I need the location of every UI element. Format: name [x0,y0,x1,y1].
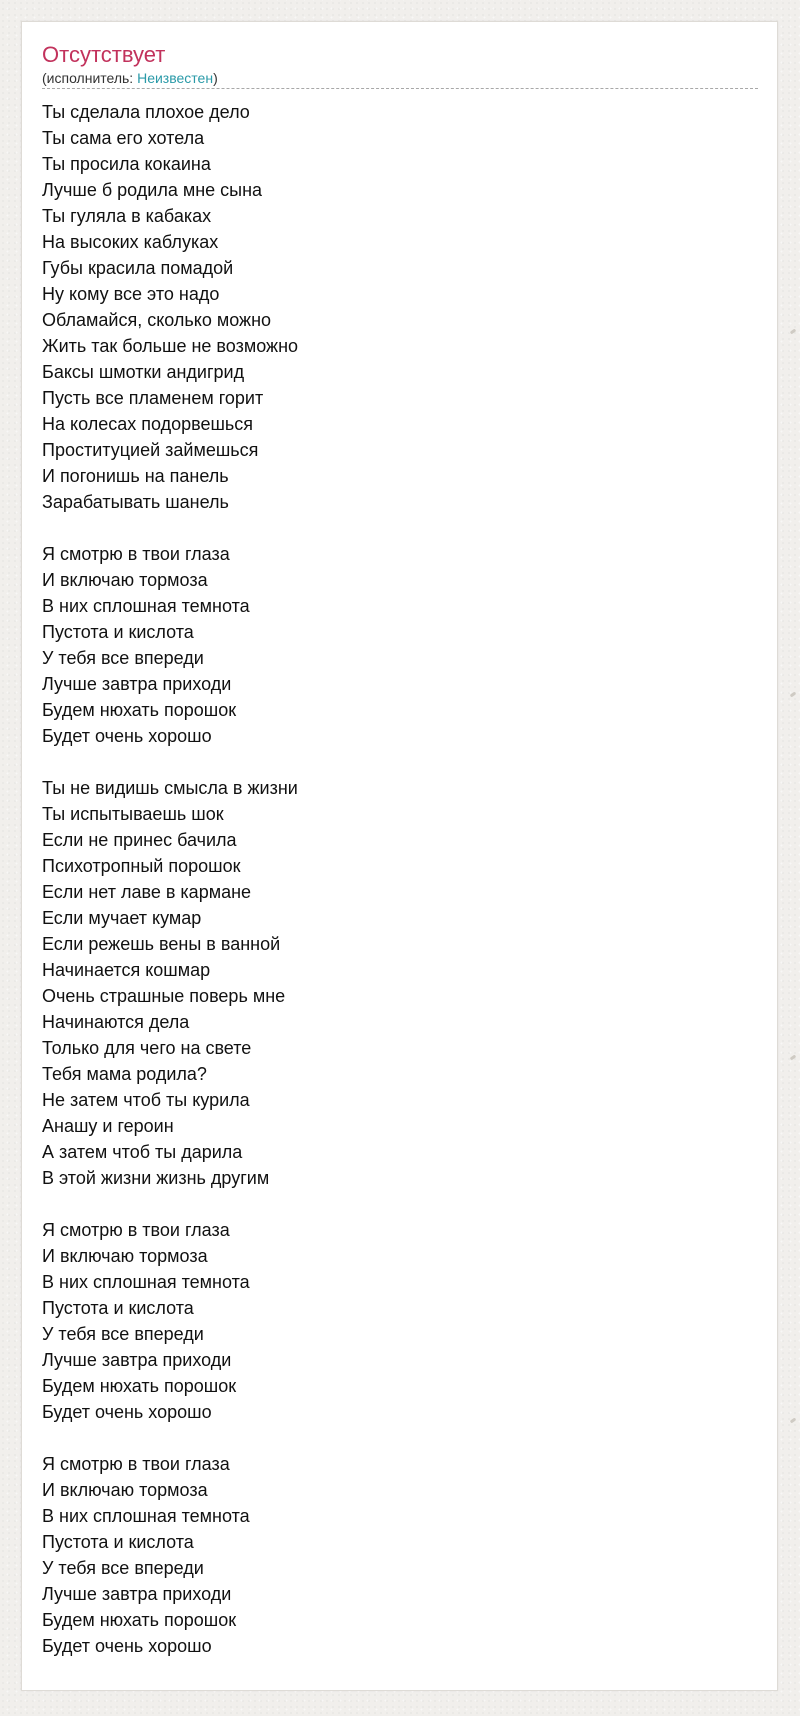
lyrics-line: В них сплошная темнота [42,1506,250,1526]
lyrics-line: Будем нюхать порошок [42,1376,237,1396]
lyrics-line: Баксы шмотки андигрид [42,362,245,382]
lyrics-line: И включаю тормоза [42,570,208,590]
lyrics-line: Только для чего на свете [42,1038,252,1058]
lyrics-line: Не затем чтоб ты курила [42,1090,250,1110]
lyrics-stanza [42,99,757,515]
lyrics-line: В них сплошная темнота [42,1272,250,1292]
lyrics-line: У тебя все впереди [42,1558,204,1578]
lyrics-line: Будет очень хорошо [42,726,212,746]
lyrics-card [21,21,778,1691]
lyrics-line: В этой жизни жизнь другим [42,1168,270,1188]
lyrics-line: Будем нюхать порошок [42,700,237,720]
lyrics-line: Тебя мама родила? [42,1064,207,1084]
lyrics-line: Психотропный порошок [42,856,241,876]
lyrics-line: Ты просила кокаина [42,154,211,174]
lyrics-line: И погонишь на панель [42,466,229,486]
paper-edge-mark [790,329,797,335]
lyrics-line: Ты сама его хотела [42,128,205,148]
lyrics-line: Ты не видишь смысла в жизни [42,778,298,798]
lyrics-stanza [42,1451,757,1659]
lyrics-line: Пустота и кислота [42,1532,194,1552]
lyrics-line: Ты испытываешь шок [42,804,224,824]
lyrics-line: У тебя все впереди [42,1324,204,1344]
lyrics-line: Лучше завтра приходи [42,1584,232,1604]
lyrics-stanza [42,1217,757,1425]
lyrics-line: Начинается кошмар [42,960,211,980]
lyrics-line: Я смотрю в твои глаза [42,544,230,564]
lyrics-line: Анашу и героин [42,1116,174,1136]
lyrics-line: Губы красила помадой [42,258,234,278]
lyrics-line: Ну кому все это надо [42,284,220,304]
lyrics-line: Начинаются дела [42,1012,190,1032]
lyrics-stanza [42,775,757,1191]
lyrics-line: Ты сделала плохое дело [42,102,250,122]
lyrics-line: Обламайся, сколько можно [42,310,272,330]
lyrics-line: Я смотрю в твои глаза [42,1220,230,1240]
lyrics-line: Лучше б родила мне сына [42,180,263,200]
lyrics-line: И включаю тормоза [42,1246,208,1266]
lyrics-line: Лучше завтра приходи [42,674,232,694]
lyrics-line: Пусть все пламенем горит [42,388,264,408]
lyrics-line: На высоких каблуках [42,232,219,252]
lyrics-line: Будем нюхать порошок [42,1610,237,1630]
lyrics-line: На колесах подорвешься [42,414,254,434]
lyrics-line: В них сплошная темнота [42,596,250,616]
lyrics-line: Если мучает кумар [42,908,202,928]
lyrics-line: Зарабатывать шанель [42,492,229,512]
artist-byline [42,69,758,89]
lyrics-line: Пустота и кислота [42,1298,194,1318]
lyrics-line: У тебя все впереди [42,648,204,668]
lyrics-line: Лучше завтра приходи [42,1350,232,1370]
lyrics-line: А затем чтоб ты дарила [42,1142,243,1162]
byline-suffix: ) [213,70,218,86]
lyrics-line: Очень страшные поверь мне [42,986,286,1006]
lyrics-line: Если не принес бачила [42,830,237,850]
lyrics-line: Пустота и кислота [42,622,194,642]
lyrics-line: И включаю тормоза [42,1480,208,1500]
byline-prefix: (исполнитель: [42,70,138,86]
paper-edge-mark [790,1418,797,1424]
lyrics-body [42,99,757,1659]
lyrics-line: Если режешь вены в ванной [42,934,281,954]
lyrics-line: Если нет лаве в кармане [42,882,252,902]
lyrics-line: Я смотрю в твои глаза [42,1454,230,1474]
paper-edge-mark [790,692,797,698]
song-title: Отсутствует [42,42,166,67]
lyrics-line: Будет очень хорошо [42,1636,212,1656]
paper-edge-mark [790,1055,797,1061]
lyrics-line: Жить так больше не возможно [42,336,299,356]
lyrics-line: Ты гуляла в кабаках [42,206,212,226]
artist-link[interactable]: Неизвестен [137,70,214,86]
lyrics-line: Будет очень хорошо [42,1402,212,1422]
lyrics-stanza [42,541,757,749]
lyrics-line: Проституцией займешься [42,440,259,460]
